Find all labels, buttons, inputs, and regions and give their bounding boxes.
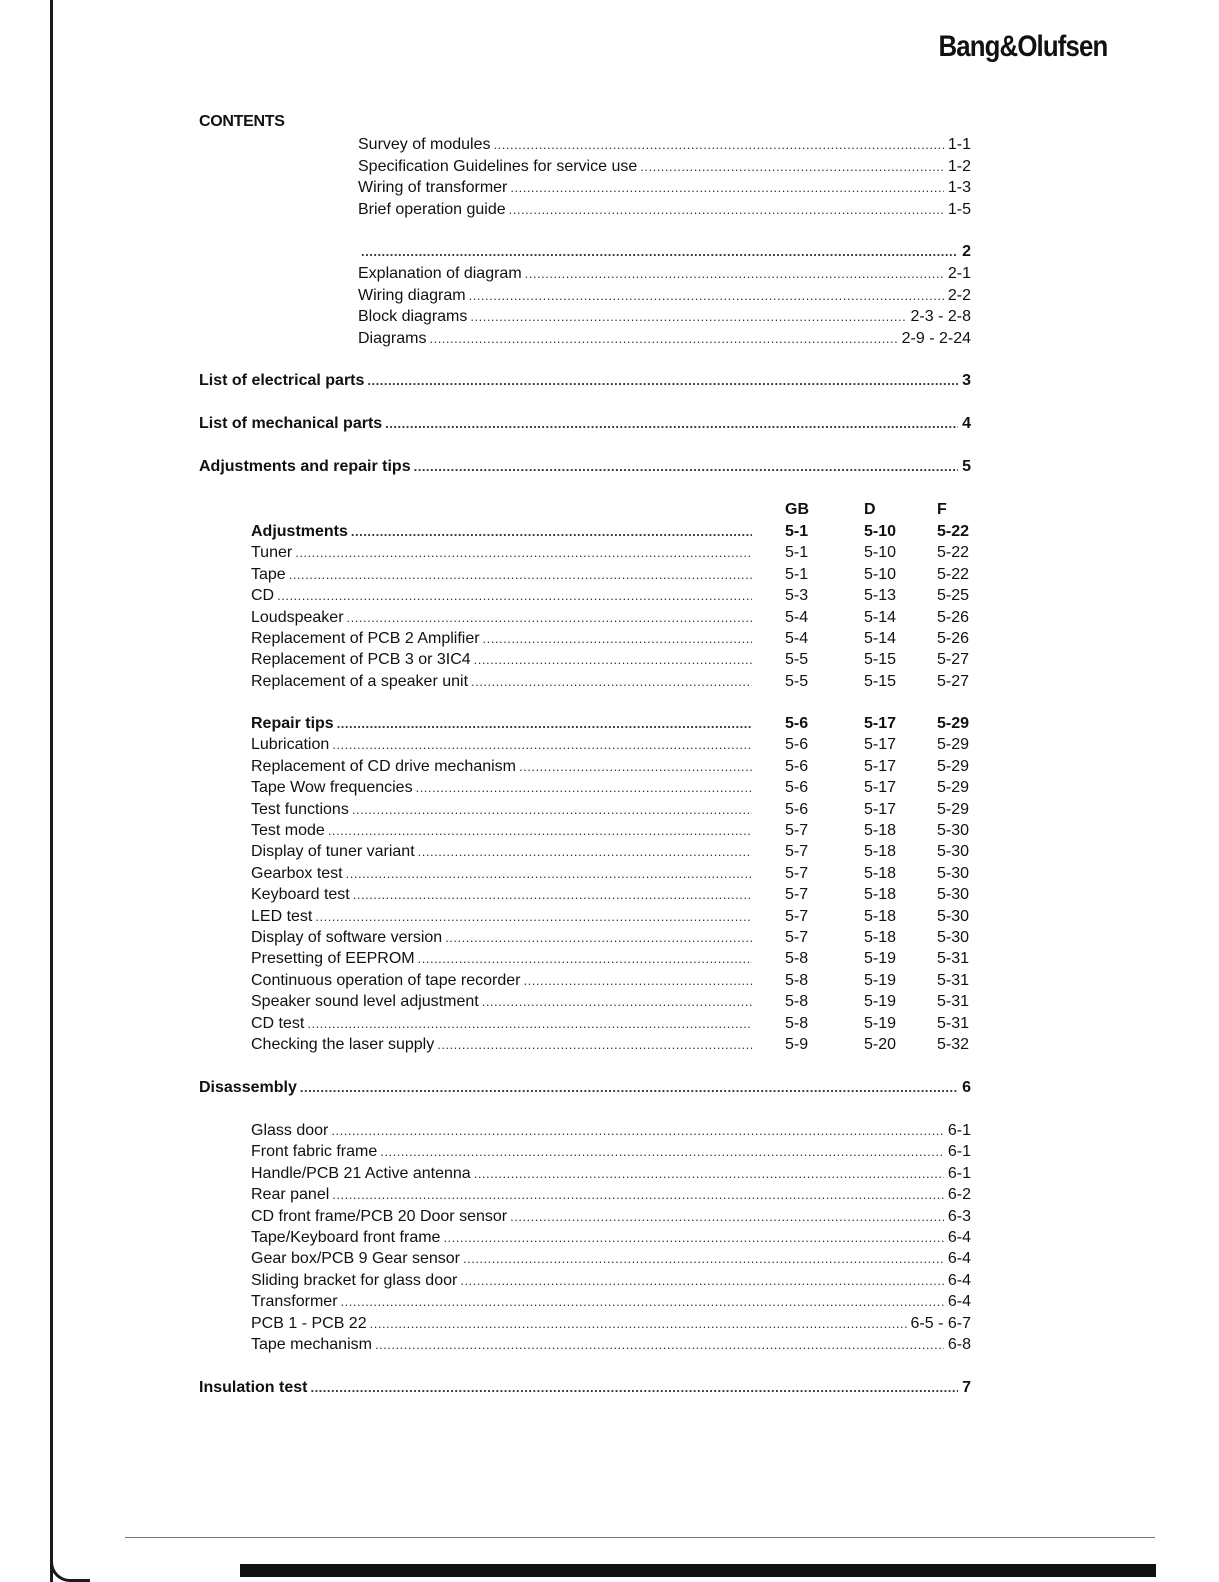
toc-entry-page: 4 — [962, 415, 971, 432]
toc-entry-label: Test functions — [251, 800, 349, 818]
bottom-rule — [125, 1537, 1155, 1538]
toc-entry-page: 1-2 — [947, 157, 971, 175]
toc-entry — [251, 522, 752, 542]
toc-entry-label: Tape Wow frequencies — [251, 779, 413, 797]
toc-entry — [251, 928, 752, 948]
dot-leader — [307, 1014, 752, 1034]
page-f: 5-32 — [937, 1036, 970, 1053]
toc-entry-label: PCB 1 - PCB 22 — [251, 1314, 367, 1332]
dot-leader — [510, 1207, 944, 1227]
toc-entry-label: Replacement of CD drive mechanism — [251, 757, 516, 775]
toc-entry — [251, 971, 752, 991]
page-gb: 5-7 — [785, 864, 809, 882]
dot-leader — [289, 565, 752, 585]
toc-entry — [251, 608, 752, 628]
dot-leader — [510, 178, 944, 198]
page-f: 5-30 — [937, 907, 970, 925]
toc-entry-label: Replacement of PCB 3 or 3IC4 — [251, 651, 471, 669]
toc-entry-label: Lubrication — [251, 736, 330, 754]
dot-leader — [471, 672, 752, 692]
page-f: 5-29 — [937, 757, 970, 775]
page-f: 5-22 — [937, 523, 970, 540]
page-gb: 5-6 — [785, 800, 809, 818]
page-gb: 5-8 — [785, 971, 809, 989]
toc-entry-label: Adjustments — [251, 523, 348, 540]
toc-entry — [251, 543, 752, 563]
page-f: 5-30 — [937, 843, 970, 861]
toc-entry-label: Loudspeaker — [251, 608, 344, 626]
toc-entry-label: Continuous operation of tape recorder — [251, 971, 521, 989]
page-corner — [50, 1555, 90, 1582]
page-d: 5-18 — [864, 843, 897, 861]
toc-entry-label: List of mechanical parts — [199, 415, 383, 432]
toc-entry-label: Gear box/PCB 9 Gear sensor — [251, 1250, 460, 1268]
toc-entry — [358, 135, 971, 155]
page-gb: 5-8 — [785, 993, 809, 1011]
dot-leader — [416, 778, 752, 798]
toc-entry — [251, 1228, 971, 1248]
page-d: 5-19 — [864, 1014, 897, 1032]
page-f: 5-30 — [937, 929, 970, 946]
dot-leader — [361, 242, 958, 262]
dot-leader — [380, 1142, 944, 1162]
toc-entry-label: Front fabric frame — [251, 1143, 378, 1161]
toc-entry-page: 6-4 — [947, 1271, 971, 1289]
toc-entry-label: Presetting of EEPROM — [251, 950, 415, 968]
toc-entry-label: Repair tips — [251, 715, 334, 732]
toc-entry-label: Explanation of diagram — [358, 265, 522, 282]
toc-entry — [251, 629, 752, 649]
page-d: 5-19 — [864, 993, 897, 1011]
page-f: 5-22 — [937, 565, 970, 583]
page-f: 5-25 — [937, 587, 970, 605]
toc-entry — [358, 200, 971, 220]
page-f: 5-31 — [937, 993, 970, 1011]
column-header-gb: GB — [785, 501, 809, 518]
toc-entry-page: 1-3 — [947, 179, 971, 196]
toc-entry-page: 6-1 — [947, 1164, 971, 1182]
toc-entry — [251, 778, 752, 798]
page-d: 5-18 — [864, 907, 897, 925]
toc-entry-label: Replacement of PCB 2 Amplifier — [251, 630, 480, 647]
page-gb: 5-5 — [785, 651, 809, 669]
dot-leader — [463, 1249, 944, 1269]
page-f: 5-26 — [937, 608, 970, 626]
toc-entry-label: Sliding bracket for glass door — [251, 1271, 458, 1289]
toc-entry — [199, 371, 971, 391]
page-f: 5-27 — [937, 672, 970, 690]
page-f: 5-29 — [937, 715, 970, 732]
page-d: 5-14 — [864, 608, 897, 626]
toc-entry — [251, 1314, 971, 1334]
toc-entry — [358, 329, 971, 349]
toc-entry-label: CD front frame/PCB 20 Door sensor — [251, 1207, 508, 1225]
page-f: 5-31 — [937, 950, 970, 968]
toc-entry-label: Replacement of a speaker unit — [251, 672, 469, 690]
toc-entry-page: 6-4 — [947, 1293, 971, 1311]
page-d: 5-17 — [864, 800, 897, 818]
dot-leader — [332, 735, 752, 755]
toc-entry — [251, 1014, 752, 1034]
page-d: 5-18 — [864, 822, 897, 839]
toc-entry-page: 6-5 - 6-7 — [910, 1314, 971, 1332]
toc-entry — [251, 1335, 971, 1355]
page-f: 5-29 — [937, 800, 970, 818]
page-gb: 5-8 — [785, 1014, 809, 1032]
brand-logo: Bang&Olufsen — [938, 30, 1107, 63]
page-gb: 5-7 — [785, 929, 809, 946]
page-d: 5-17 — [864, 779, 897, 797]
page-gb: 5-4 — [785, 608, 809, 626]
page-d: 5-18 — [864, 886, 897, 904]
page-gb: 5-4 — [785, 630, 809, 647]
toc-entry — [251, 864, 752, 884]
toc-entry-page: 6-4 — [947, 1250, 971, 1268]
toc-entry — [251, 907, 752, 927]
dot-leader — [346, 864, 752, 884]
toc-entry — [358, 286, 971, 306]
page-gb: 5-6 — [785, 715, 809, 732]
page-d: 5-10 — [864, 565, 897, 583]
toc-entry — [251, 1035, 752, 1055]
page-d: 5-17 — [864, 757, 897, 775]
toc-entry — [199, 242, 971, 262]
toc-entry-label: Insulation test — [199, 1379, 308, 1396]
dot-leader — [437, 1035, 752, 1055]
dot-leader — [414, 457, 959, 477]
page-gb: 5-9 — [785, 1036, 809, 1053]
toc-entry — [358, 178, 971, 198]
page-d: 5-17 — [864, 715, 897, 732]
page-f: 5-30 — [937, 864, 970, 882]
page-d: 5-14 — [864, 630, 897, 647]
toc-entry — [358, 264, 971, 284]
dot-leader — [418, 949, 752, 969]
dot-leader — [474, 650, 752, 670]
toc-entry-label: Survey of modules — [358, 136, 491, 153]
page-d: 5-19 — [864, 950, 897, 968]
dot-leader — [277, 586, 752, 606]
dot-leader — [474, 1164, 944, 1184]
toc-entry-label: Transformer — [251, 1293, 338, 1311]
dot-leader — [460, 1271, 944, 1291]
dot-leader — [524, 971, 752, 991]
toc-entry-label: Tape/Keyboard front frame — [251, 1229, 441, 1246]
dot-leader — [385, 414, 958, 434]
page-d: 5-18 — [864, 864, 897, 882]
dot-leader — [337, 714, 752, 734]
page-d: 5-10 — [864, 523, 897, 540]
toc-entry — [199, 414, 971, 434]
page-d: 5-19 — [864, 971, 897, 989]
toc-entry-page: 2 — [962, 243, 971, 260]
dot-leader — [353, 885, 752, 905]
toc-entry-page: 6-1 — [947, 1122, 971, 1139]
toc-entry-label: Keyboard test — [251, 886, 350, 904]
page-gb: 5-3 — [785, 587, 809, 605]
toc-entry-page: 5 — [962, 458, 971, 475]
toc-entry-page: 2-9 - 2-24 — [901, 329, 971, 347]
dot-leader — [494, 135, 944, 155]
page-f: 5-22 — [937, 544, 970, 562]
dot-leader — [509, 200, 944, 220]
toc-entry-label: Wiring of transformer — [358, 179, 508, 196]
page-d: 5-15 — [864, 672, 897, 690]
dot-leader — [375, 1335, 944, 1355]
page-f: 5-31 — [937, 971, 970, 989]
dot-leader — [331, 1121, 944, 1141]
toc-entry — [358, 307, 971, 327]
contents-heading: CONTENTS — [199, 113, 285, 130]
dot-leader — [470, 307, 906, 327]
toc-entry-page: 2-2 — [947, 286, 971, 304]
toc-entry — [251, 842, 752, 862]
page-gb: 5-7 — [785, 886, 809, 904]
page-f: 5-27 — [937, 651, 970, 669]
column-header-d: D — [864, 501, 876, 518]
dot-leader — [352, 800, 752, 820]
toc-entry-page: 7 — [962, 1379, 971, 1396]
dot-leader — [328, 821, 752, 841]
toc-entry-page: 3 — [962, 372, 971, 389]
page-f: 5-29 — [937, 736, 970, 754]
dot-leader — [300, 1078, 958, 1098]
toc-entry-label: Gearbox test — [251, 864, 343, 882]
dot-leader — [370, 1314, 907, 1334]
toc-entry — [251, 1271, 971, 1291]
page-gb: 5-8 — [785, 950, 809, 968]
dot-leader — [525, 264, 944, 284]
toc-entry-label: Tuner — [251, 544, 293, 562]
toc-entry-page: 6 — [962, 1079, 971, 1096]
dot-leader — [367, 371, 958, 391]
page-f: 5-26 — [937, 630, 970, 647]
toc-entry-page: 6-2 — [947, 1186, 971, 1204]
dot-leader — [469, 286, 944, 306]
page-f: 5-29 — [937, 779, 970, 797]
toc-entry — [251, 1164, 971, 1184]
toc-entry — [251, 1142, 971, 1162]
dot-leader — [443, 1228, 943, 1248]
page-d: 5-10 — [864, 544, 897, 562]
dot-leader — [418, 842, 752, 862]
toc-entry-label: Specification Guidelines for service use — [358, 157, 638, 175]
page-left-edge — [50, 0, 53, 1582]
toc-entry — [251, 714, 752, 734]
toc-entry-label: Rear panel — [251, 1186, 330, 1204]
dot-leader — [519, 757, 752, 777]
toc-entry-page: 6-3 — [947, 1207, 971, 1225]
page-gb: 5-7 — [785, 822, 809, 839]
dot-leader — [341, 1292, 944, 1312]
toc-entry-page: 1-5 — [947, 200, 971, 218]
toc-entry — [358, 157, 971, 177]
toc-entry-page: 1-1 — [947, 136, 971, 153]
toc-entry-label: Glass door — [251, 1122, 329, 1139]
page-f: 5-30 — [937, 886, 970, 904]
page-gb: 5-6 — [785, 736, 809, 754]
page-d: 5-20 — [864, 1036, 897, 1053]
page-d: 5-18 — [864, 929, 897, 946]
dot-leader — [347, 608, 752, 628]
toc-entry-page: 6-4 — [947, 1229, 971, 1246]
toc-entry — [251, 1207, 971, 1227]
page-gb: 5-1 — [785, 565, 809, 583]
toc-entry-label: Display of tuner variant — [251, 843, 415, 861]
toc-entry-label: Brief operation guide — [358, 200, 506, 218]
toc-entry — [251, 1185, 971, 1205]
toc-entry — [251, 992, 752, 1012]
page-gb: 5-6 — [785, 757, 809, 775]
toc-entry — [199, 1378, 971, 1398]
dot-leader — [295, 543, 752, 563]
dot-leader — [429, 329, 897, 349]
dot-leader — [640, 157, 944, 177]
toc-entry-page: 2-1 — [947, 265, 971, 282]
toc-entry-page: 6-1 — [947, 1143, 971, 1161]
dot-leader — [315, 907, 752, 927]
toc-entry-label: Tape — [251, 565, 286, 583]
dot-leader — [351, 522, 752, 542]
page-gb: 5-1 — [785, 544, 809, 562]
page-f: 5-31 — [937, 1014, 970, 1032]
toc-entry — [251, 1292, 971, 1312]
dot-leader — [482, 992, 752, 1012]
page-f: 5-30 — [937, 822, 970, 839]
toc-entry — [251, 949, 752, 969]
toc-entry-label: Display of software version — [251, 929, 443, 946]
toc-entry — [251, 821, 752, 841]
dot-leader — [445, 928, 752, 948]
toc-entry — [251, 1249, 971, 1269]
page-gb: 5-1 — [785, 523, 809, 540]
toc-entry-label: Speaker sound level adjustment — [251, 993, 479, 1011]
toc-entry-label: Test mode — [251, 822, 325, 839]
column-header-f: F — [937, 501, 947, 518]
toc-entry-label: CD test — [251, 1014, 305, 1032]
toc-entry-label: Checking the laser supply — [251, 1036, 435, 1053]
toc-entry-label: Handle/PCB 21 Active antenna — [251, 1164, 471, 1182]
toc-entry-label: LED test — [251, 907, 313, 925]
page-d: 5-17 — [864, 736, 897, 754]
toc-entry — [199, 1078, 971, 1098]
dot-leader — [310, 1378, 958, 1398]
toc-entry-label: Wiring diagram — [358, 286, 466, 304]
toc-entry-label: Disassembly — [199, 1079, 297, 1096]
dot-leader — [332, 1185, 944, 1205]
toc-entry — [251, 757, 752, 777]
page-d: 5-15 — [864, 651, 897, 669]
toc-entry-label: Adjustments and repair tips — [199, 458, 411, 475]
toc-entry — [251, 586, 752, 606]
page-gb: 5-5 — [785, 672, 809, 690]
page-gb: 5-7 — [785, 843, 809, 861]
toc-entry — [199, 457, 971, 477]
toc-entry — [251, 672, 752, 692]
toc-entry-label: Block diagrams — [358, 308, 468, 325]
toc-entry — [251, 800, 752, 820]
toc-entry — [251, 735, 752, 755]
toc-entry — [251, 885, 752, 905]
toc-entry — [251, 650, 752, 670]
toc-entry-page: 6-8 — [947, 1336, 971, 1353]
toc-entry — [251, 1121, 971, 1141]
toc-entry-label: List of electrical parts — [199, 372, 365, 389]
toc-entry-label: Tape mechanism — [251, 1336, 372, 1353]
bottom-bar — [240, 1564, 1156, 1577]
page-d: 5-13 — [864, 587, 897, 605]
page-gb: 5-6 — [785, 779, 809, 797]
toc-entry-page: 2-3 - 2-8 — [910, 308, 971, 325]
toc-entry-label: Diagrams — [358, 329, 427, 347]
page-gb: 5-7 — [785, 907, 809, 925]
dot-leader — [483, 629, 752, 649]
toc-entry — [251, 565, 752, 585]
toc-entry-label: CD — [251, 587, 275, 605]
